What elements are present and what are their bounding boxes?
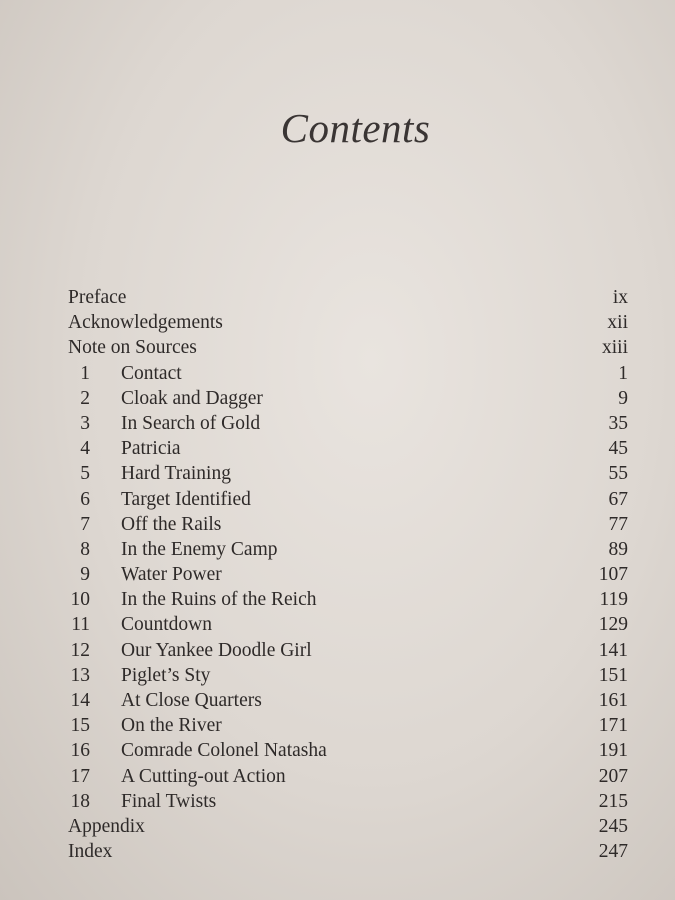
entry-title: Note on Sources xyxy=(68,337,197,359)
toc-chapter xyxy=(68,612,628,637)
chapter-page: 67 xyxy=(608,488,628,510)
chapter-number: 6 xyxy=(80,488,90,510)
toc-chapter xyxy=(68,562,628,587)
chapter-title: Water Power xyxy=(121,564,222,586)
chapter-page: 9 xyxy=(618,387,628,409)
chapter-number: 5 xyxy=(80,463,90,485)
chapter-page: 151 xyxy=(598,664,628,686)
toc-chapter xyxy=(68,789,628,814)
toc-chapter xyxy=(68,361,628,386)
chapter-title: Our Yankee Doodle Girl xyxy=(121,639,312,661)
chapter-page: 35 xyxy=(608,412,628,434)
entry-title: Index xyxy=(68,841,113,863)
entry-page: 247 xyxy=(598,841,628,863)
toc-chapter xyxy=(68,663,628,688)
chapter-number: 4 xyxy=(80,438,90,460)
chapter-page: 207 xyxy=(598,765,628,787)
chapter-number: 1 xyxy=(80,362,90,384)
entry-title: Acknowledgements xyxy=(68,312,223,334)
chapter-number: 13 xyxy=(70,664,90,686)
chapter-title: In the Enemy Camp xyxy=(121,538,278,560)
chapter-page: 45 xyxy=(608,438,628,460)
toc-chapter xyxy=(68,487,628,512)
chapter-number: 14 xyxy=(70,690,90,711)
chapter-number: 2 xyxy=(80,387,90,409)
toc-chapter xyxy=(68,436,628,461)
chapter-title: On the River xyxy=(121,715,222,737)
chapter-number: 12 xyxy=(70,639,90,661)
chapter-title: In the Ruins of the Reich xyxy=(121,589,317,611)
chapter-title: Patricia xyxy=(121,438,181,460)
chapter-title: A Cutting-out Action xyxy=(121,765,286,787)
chapter-title: Final Twists xyxy=(121,790,217,812)
toc-chapter xyxy=(68,386,628,411)
chapter-page: 107 xyxy=(598,564,628,586)
chapter-title: Contact xyxy=(121,362,182,384)
chapter-number: 16 xyxy=(70,740,90,762)
toc-chapter xyxy=(68,461,628,486)
chapter-page: 119 xyxy=(599,589,628,611)
entry-page: ix xyxy=(612,287,628,308)
toc-chapter xyxy=(68,738,628,763)
chapter-number: 9 xyxy=(80,564,90,586)
toc-chapter xyxy=(68,411,628,436)
chapter-page: 55 xyxy=(608,463,628,485)
chapter-page: 215 xyxy=(598,790,628,812)
chapter-number: 10 xyxy=(70,589,90,611)
chapter-title: Target Identified xyxy=(121,488,251,510)
entry-page: xiii xyxy=(601,337,628,359)
chapter-page: 171 xyxy=(598,715,628,737)
toc-entry-note-on-sources xyxy=(68,335,628,360)
chapter-page: 89 xyxy=(608,538,628,560)
toc-entry-index xyxy=(68,839,628,864)
toc-chapter xyxy=(68,512,628,537)
entry-page: 245 xyxy=(598,815,628,837)
chapter-title: Piglet’s Sty xyxy=(121,664,211,686)
chapter-title: Countdown xyxy=(121,614,213,636)
chapter-number: 17 xyxy=(70,765,90,787)
chapter-page: 129 xyxy=(598,614,628,636)
chapter-title: Off the Rails xyxy=(121,513,222,535)
table-of-contents xyxy=(68,285,628,864)
page-title: Contents xyxy=(280,105,431,151)
toc-entry-preface xyxy=(68,285,628,310)
chapter-number: 11 xyxy=(71,614,90,636)
toc-chapter xyxy=(68,638,628,663)
chapter-page: 191 xyxy=(598,740,628,762)
toc-chapter xyxy=(68,537,628,562)
toc-chapter xyxy=(68,587,628,612)
entry-title: Appendix xyxy=(68,815,145,837)
toc-chapter xyxy=(68,688,628,713)
chapter-number: 18 xyxy=(70,790,90,812)
toc-entry-appendix xyxy=(68,814,628,839)
toc-entry-acknowledgements xyxy=(68,310,628,335)
chapter-page: 77 xyxy=(608,513,628,535)
chapter-title: Cloak and Dagger xyxy=(121,387,263,409)
entry-title: Preface xyxy=(68,287,127,308)
chapter-number: 7 xyxy=(80,513,90,535)
chapter-title: Comrade Colonel Natasha xyxy=(121,740,327,762)
chapter-title: Hard Training xyxy=(121,463,231,485)
entry-page: xii xyxy=(607,312,628,334)
chapter-page: 1 xyxy=(618,362,628,384)
chapter-page: 161 xyxy=(598,690,628,711)
toc-chapter xyxy=(68,764,628,789)
chapter-number: 8 xyxy=(80,538,90,560)
chapter-title: In Search of Gold xyxy=(121,412,261,434)
chapter-number: 3 xyxy=(80,412,90,434)
chapter-title: At Close Quarters xyxy=(121,690,262,711)
toc-chapter xyxy=(68,713,628,738)
chapter-number: 15 xyxy=(70,715,90,737)
chapter-page: 141 xyxy=(598,639,628,661)
